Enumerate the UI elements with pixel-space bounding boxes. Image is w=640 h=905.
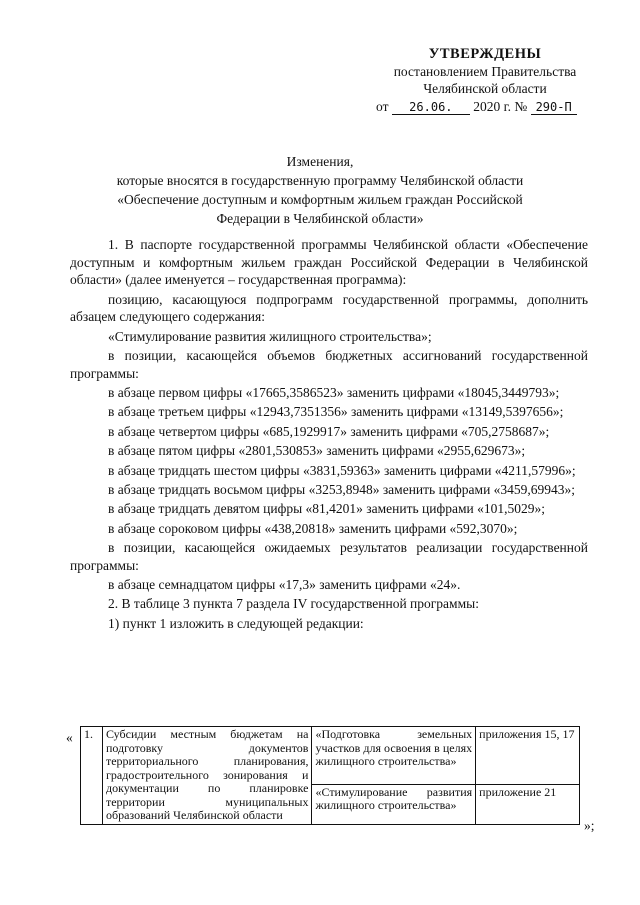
paragraph-13: в позиции, касающейся ожидаемых результатов реализации государственной программы:: [70, 540, 588, 573]
paragraph-12: в абзаце сороковом цифры «438,20818» заменить цифрами «592,3070»;: [108, 520, 518, 536]
paragraph-14: в абзаце семнадцатом цифры «17,3» заменить цифрами «24».: [108, 577, 461, 593]
title-line-1: Изменения,: [286, 154, 354, 169]
document-body: [70, 236, 588, 634]
paragraph-15: 2. В таблице 3 пункта 7 раздела IV государственной программы:: [108, 596, 479, 612]
approval-date: 26.06.: [392, 101, 470, 115]
approval-date-line: [370, 98, 600, 115]
table-cell-subprogram-1: «Подготовка земельных участков для освоения в целях жилищного строительства»: [312, 727, 476, 785]
paragraph-9: в абзаце тридцать шестом цифры «3831,59363» заменить цифрами «4211,57996»;: [108, 462, 576, 478]
approval-heading: УТВЕРЖДЕНЫ: [428, 46, 542, 62]
approval-block: [370, 46, 600, 115]
table-cell-appendix-1: приложения 15, 17: [476, 727, 580, 785]
title-line-3: «Обеспечение доступным и комфортным жильем граждан Российской: [117, 192, 523, 207]
title-line-2: которые вносятся в государственную программу Челябинской области: [116, 173, 524, 188]
paragraph-16: 1) пункт 1 изложить в следующей редакции:: [108, 615, 364, 631]
paragraph-5: в абзаце первом цифры «17665,3586523» заменить цифрами «18045,3449793»;: [108, 384, 560, 400]
paragraph-1: 1. В паспорте государственной программы Челябинской области «Обеспечение доступным и комфортным жильем граждан Российской Федерации в Челябинской области» (далее именуется – государственная программа):: [70, 237, 588, 288]
approval-line-2: Челябинской области: [423, 81, 547, 96]
paragraph-10: в абзаце тридцать восьмом цифры «3253,8948» заменить цифрами «3459,69943»;: [108, 481, 576, 497]
document-title: [70, 152, 570, 228]
table-row-number: 1.: [81, 727, 103, 825]
table-quote-open: «: [66, 730, 73, 745]
table-quote-close: »;: [584, 818, 595, 833]
approval-number: 290-П: [531, 101, 577, 115]
table-row: [81, 727, 580, 785]
paragraph-4: в позиции, касающейся объемов бюджетных ассигнований государственной программы:: [70, 347, 588, 381]
table-cell-subprogram-2: «Стимулирование развития жилищного строительства»: [312, 784, 476, 824]
paragraph-3: «Стимулирование развития жилищного строительства»;: [108, 328, 432, 344]
changes-table: [80, 726, 580, 825]
paragraph-11: в абзаце тридцать девятом цифры «81,4201» заменить цифрами «101,5029»;: [108, 501, 545, 517]
table-cell-description: Субсидии местным бюджетам на подготовку документов территориального планирования, градостроительного зонирования и документации по планировке территории муниципальных образований Челябинской области: [102, 727, 312, 825]
paragraph-7: в абзаце четвертом цифры «685,1929917» заменить цифрами «705,2758687»;: [108, 423, 550, 439]
approval-line-1: постановлением Правительства: [393, 64, 577, 79]
paragraph-6: в абзаце третьем цифры «12943,7351356» заменить цифрами «13149,5397656»;: [108, 404, 564, 420]
approval-year: 2020 г. №: [473, 99, 528, 114]
table-cell-appendix-2: приложение 21: [476, 784, 580, 824]
from-label: от: [376, 99, 389, 114]
title-line-4: Федерации в Челябинской области»: [216, 211, 424, 226]
paragraph-2: позицию, касающуюся подпрограмм государственной программы, дополнить абзацем следующего содержания:: [70, 291, 588, 325]
paragraph-8: в абзаце пятом цифры «2801,530853» заменить цифрами «2955,629673»;: [108, 443, 526, 459]
